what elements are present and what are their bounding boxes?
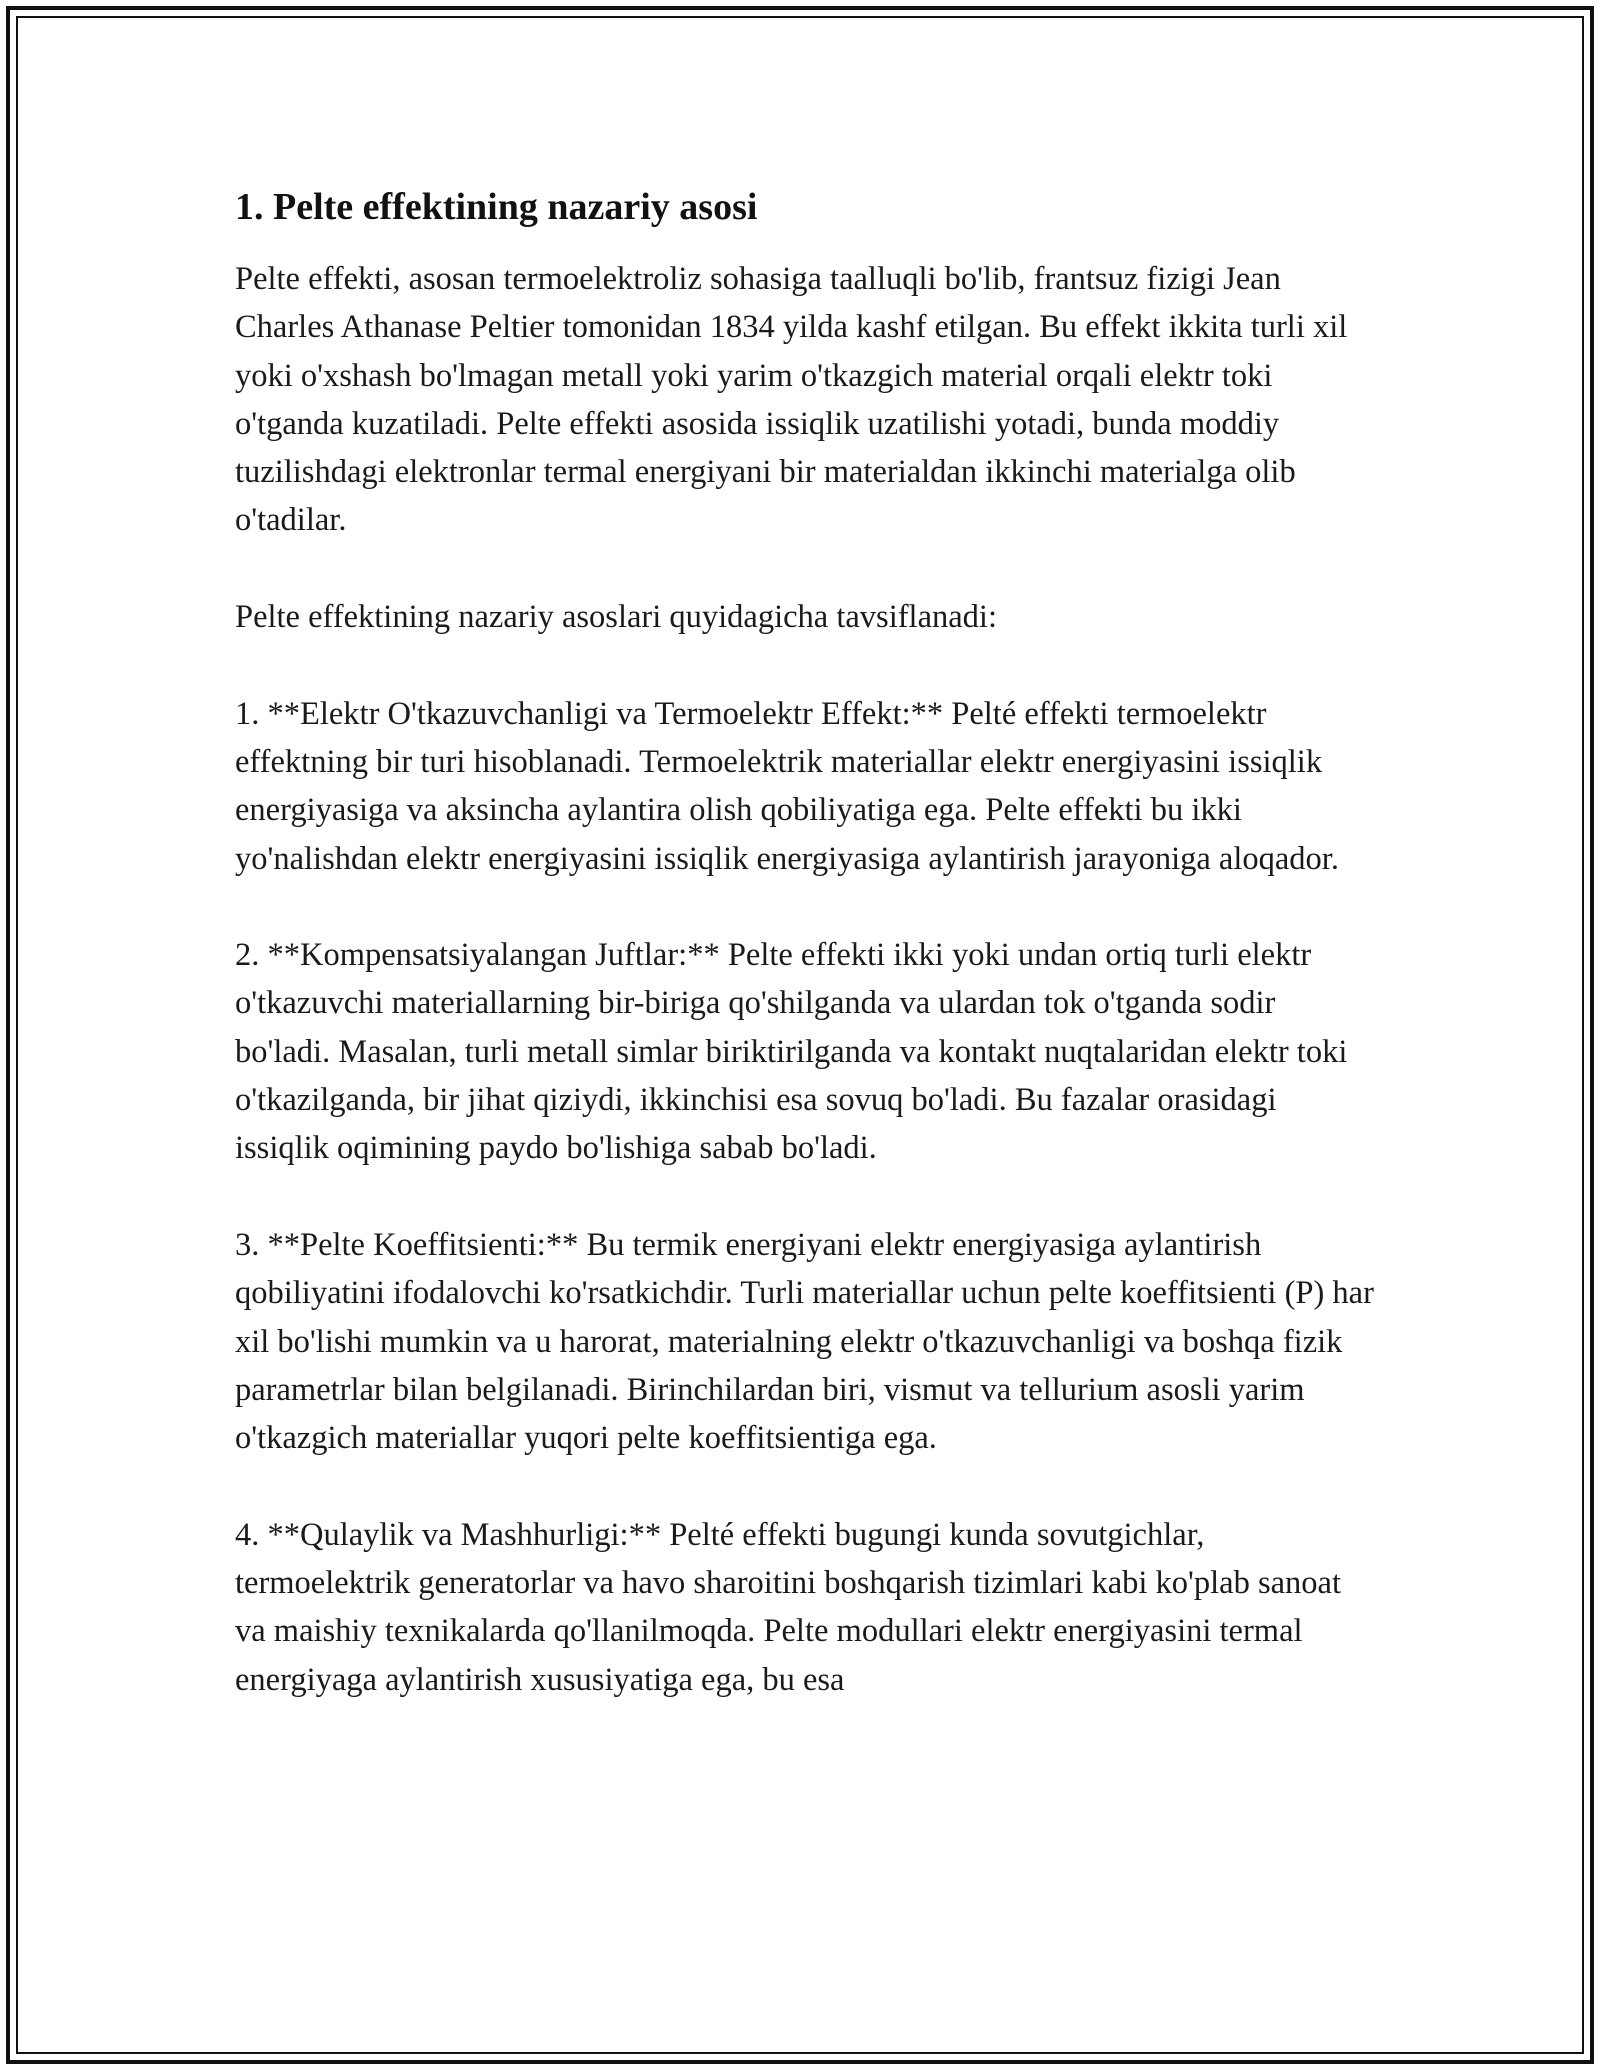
document-body: [235, 183, 1375, 1704]
paragraph-intro: Pelte effekti, asosan termoelektroliz sohasiga taalluqli bo'lib, frantsuz fizigi Jean Charles Athanase Peltier tomonidan 1834 yilda kashf etilgan. Bu effekt ikkita turli xil yoki o'xshash bo'lmagan metall yoki yarim o'tkazgich material orqali elektr toki o'tganda kuzatiladi. Pelte effekti asosida issiqlik uzatilishi yotadi, bunda moddiy tuzilishdagi elektronlar termal energiyani bir materialdan ikkinchi materialga olib o'tadilar.: [235, 261, 1348, 539]
paragraph-item-4: 4. **Qulaylik va Mashhurligi:** Pelté effekti bugungi kunda sovutgichlar, termoelektrik generatorlar va havo sharoitini boshqarish tizimlari kabi ko'plab sanoat va maishiy texnikalarda qo'llanilmoqda. Pelte modullari elektr energiyasini termal energiyaga aylantirish xususiyatiga ega, bu esa: [235, 1516, 1341, 1698]
paragraph-lead-in: Pelte effektining nazariy asoslari quyidagicha tavsiflanadi:: [235, 599, 997, 636]
section-heading: 1. Pelte effektining nazariy asosi: [235, 186, 758, 228]
paragraph-item-3: 3. **Pelte Koeffitsienti:** Bu termik energiyani elektr energiyasiga aylantirish qobiliyatini ifodalovchi ko'rsatkichdir. Turli materiallar uchun pelte koeffitsienti (P) har xil bo'lishi mumkin va u harorat, materialning elektr o'tkazuvchanligi va boshqa fizik parametrlar bilan belgilanadi. Birinchilardan biri, vismut va tellurium asosli yarim o'tkazgich materiallar yuqori pelte koeffitsientiga ega.: [235, 1226, 1374, 1457]
paragraph-item-1: 1. **Elektr O'tkazuvchanligi va Termoelektr Effekt:** Pelté effekti termoelektr effektning bir turi hisoblanadi. Termoelektrik materiallar elektr energiyasini issiqlik energiyasiga va aksincha aylantira olish qobiliyatiga ega. Pelte effekti bu ikki yo'nalishdan elektr energiyasini issiqlik energiyasiga aylantirish jarayoniga aloqador.: [235, 695, 1339, 877]
paragraph-item-2: 2. **Kompensatsiyalangan Juftlar:** Pelte effekti ikki yoki undan ortiq turli elektr o'tkazuvchi materiallarning bir-biriga qo'shilganda va ulardan tok o'tganda sodir bo'ladi. Masalan, turli metall simlar biriktirilganda va kontakt nuqtalaridan elektr toki o'tkazilganda, bir jihat qiziydi, ikkinchisi esa sovuq bo'ladi. Bu fazalar orasidagi issiqlik oqimining paydo bo'lishiga sabab bo'ladi.: [235, 937, 1348, 1167]
